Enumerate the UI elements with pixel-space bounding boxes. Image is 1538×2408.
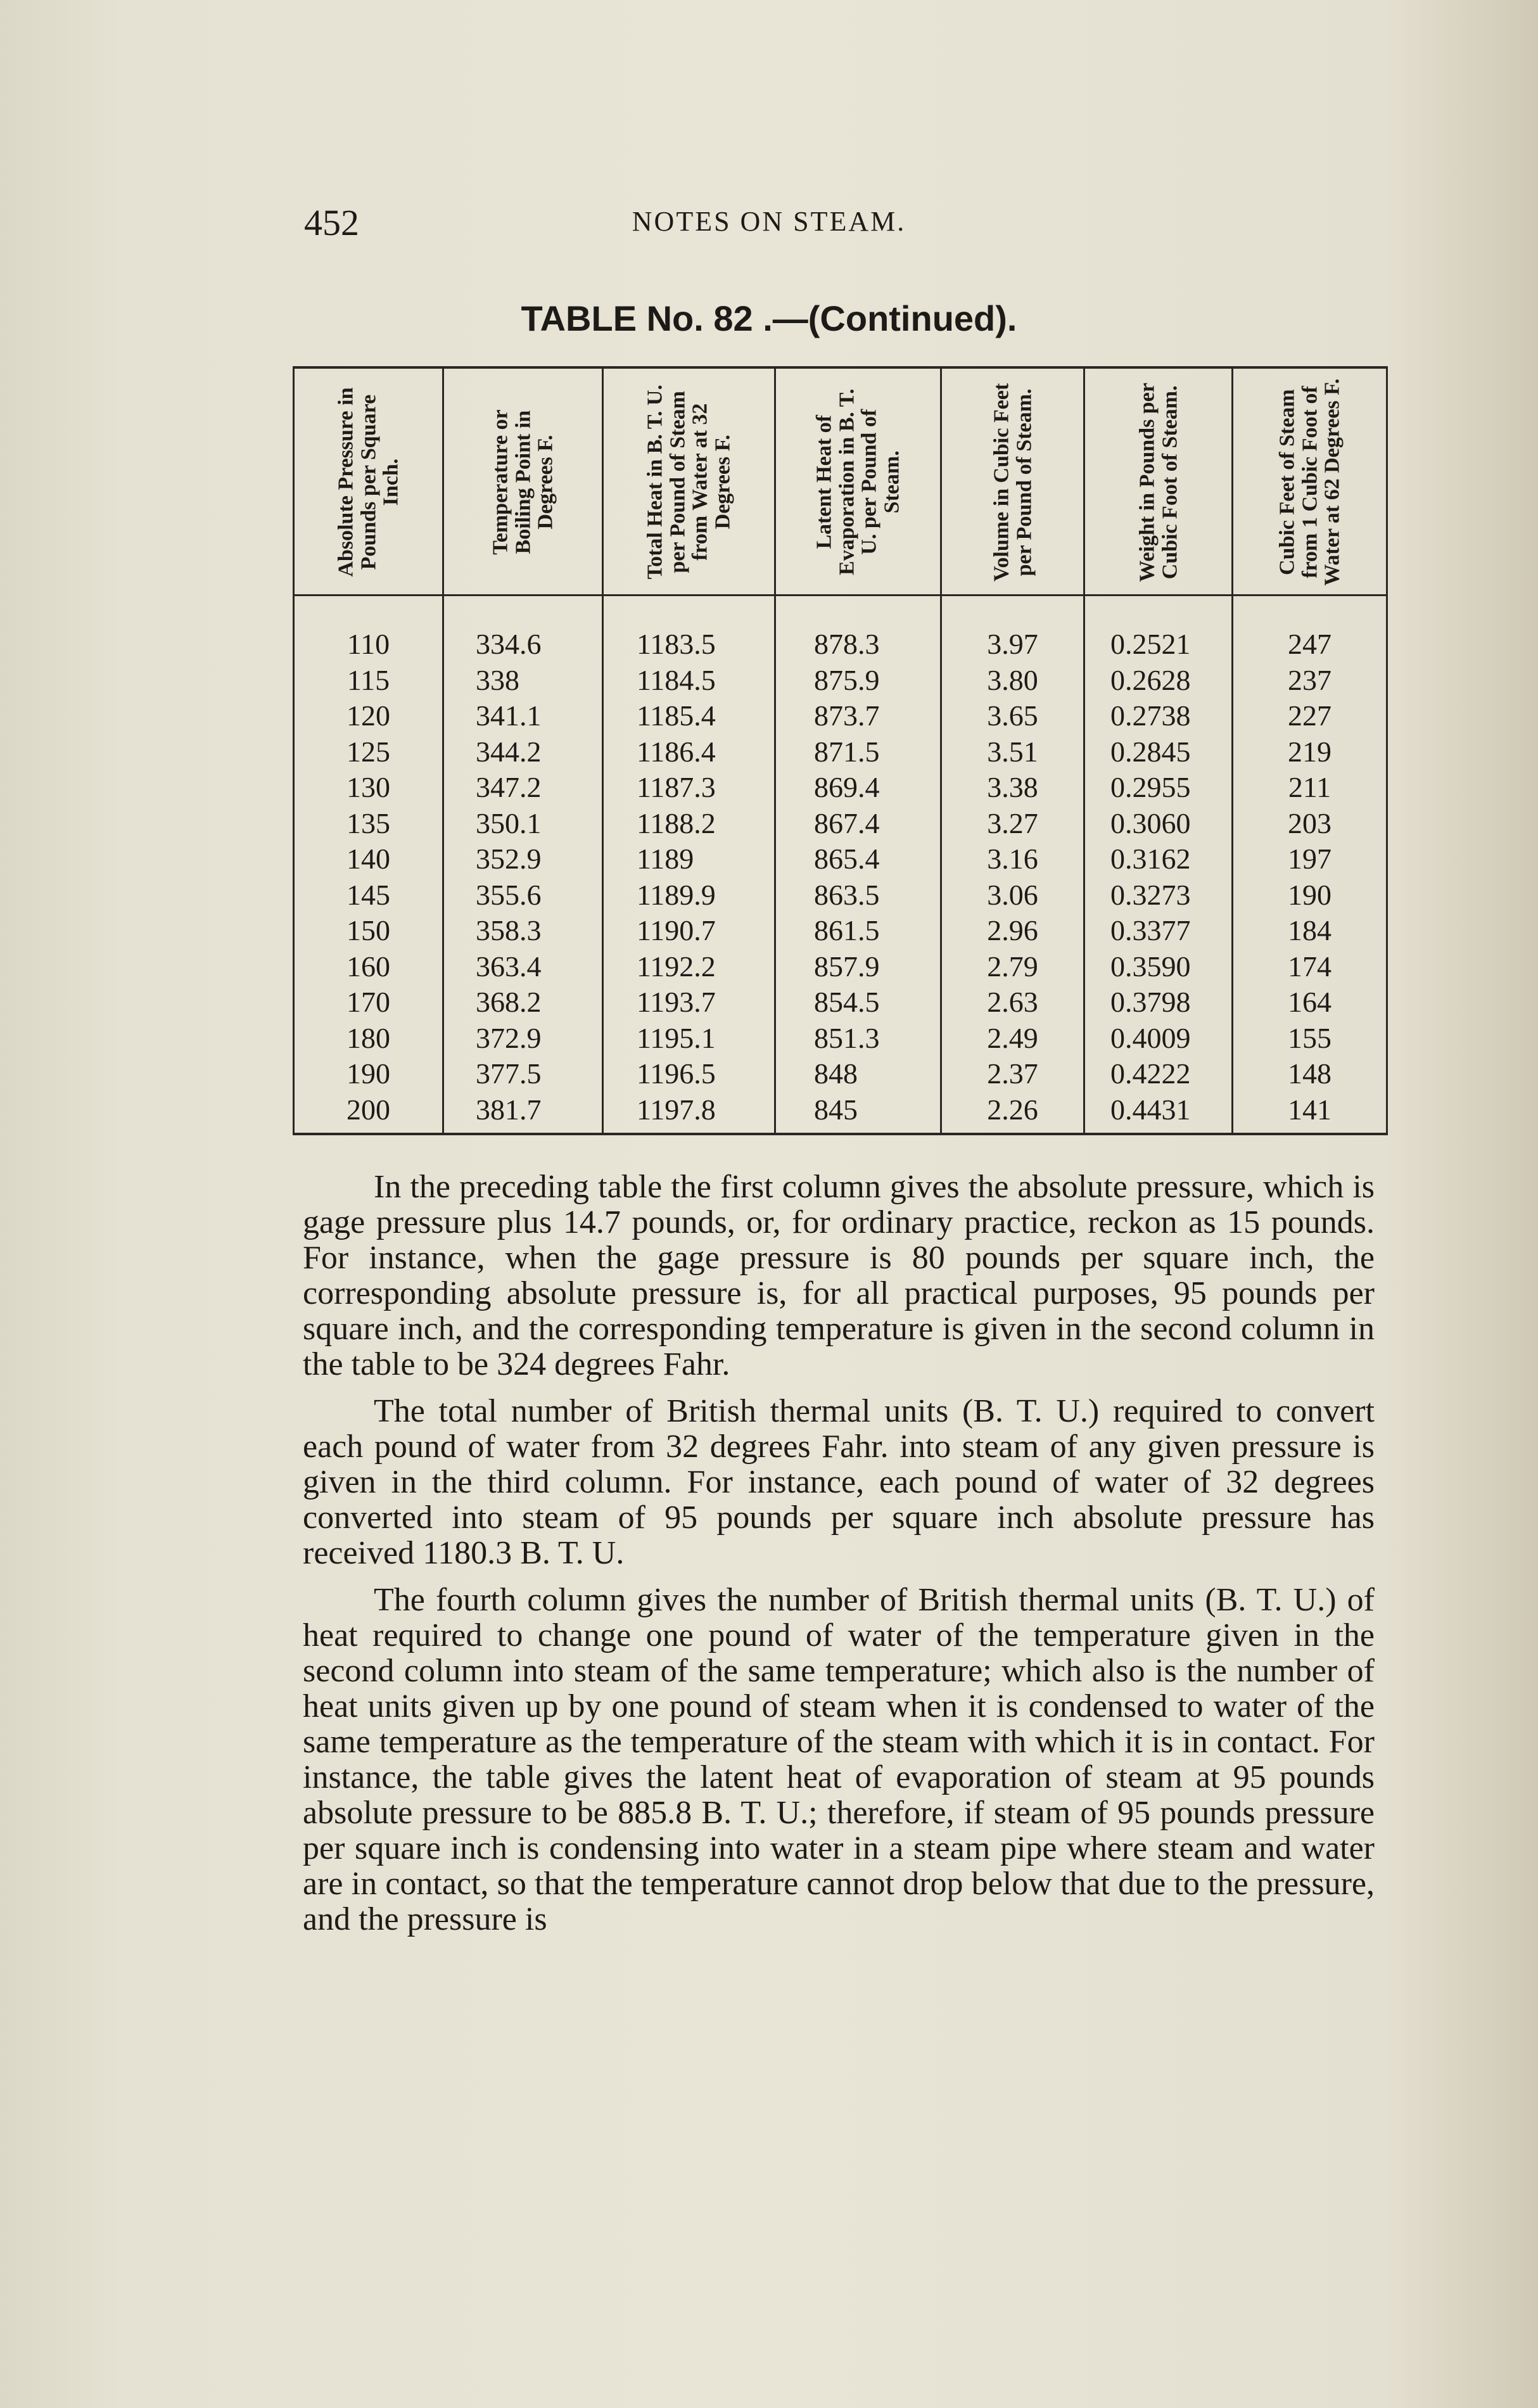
cell-volume: 3.97: [941, 596, 1084, 663]
cell-cubic-feet: 184: [1233, 913, 1387, 949]
cell-latent-heat: 873.7: [775, 698, 941, 734]
cell-temperature: 381.7: [443, 1092, 603, 1135]
cell-latent-heat: 857.9: [775, 949, 941, 985]
cell-temperature: 352.9: [443, 841, 603, 877]
cell-weight: 0.4009: [1084, 1021, 1233, 1057]
cell-latent-heat: 875.9: [775, 663, 941, 699]
cell-absolute-pressure: 115: [294, 663, 443, 699]
paragraph: In the preceding table the first column gives the absolute pressure, which is gage pressure plus 14.7 pounds, or, for ordinary practice, reckon as 15 pounds. For instance, when the gage pressure is 80 pounds per square inch, the corresponding absolute pressure is, for all practical purposes, 95 pounds per square inch, and the corresponding temperature is given in the second column in the table to be 324 degrees Fahr.: [303, 1169, 1375, 1382]
cell-volume: 2.79: [941, 949, 1084, 985]
page-number: 452: [304, 202, 359, 243]
column-header-absolute-pressure: [294, 367, 443, 596]
cell-absolute-pressure: 200: [294, 1092, 443, 1135]
cell-absolute-pressure: 170: [294, 984, 443, 1021]
cell-absolute-pressure: 135: [294, 806, 443, 842]
cell-absolute-pressure: 120: [294, 698, 443, 734]
cell-weight: 0.3798: [1084, 984, 1233, 1021]
cell-volume: 3.06: [941, 877, 1084, 914]
cell-weight: 0.3162: [1084, 841, 1233, 877]
cell-latent-heat: 845: [775, 1092, 941, 1135]
cell-cubic-feet: 247: [1233, 596, 1387, 663]
table-row: [294, 913, 1387, 949]
cell-cubic-feet: 197: [1233, 841, 1387, 877]
cell-total-heat: 1196.5: [603, 1056, 775, 1092]
table-row: [294, 1056, 1387, 1092]
cell-volume: 3.65: [941, 698, 1084, 734]
cell-temperature: 363.4: [443, 949, 603, 985]
table-row: [294, 1021, 1387, 1057]
table-row: [294, 984, 1387, 1021]
table-row: [294, 734, 1387, 770]
cell-temperature: 372.9: [443, 1021, 603, 1057]
cell-weight: 0.4222: [1084, 1056, 1233, 1092]
column-header-volume: [941, 367, 1084, 596]
cell-weight: 0.2628: [1084, 663, 1233, 699]
table-body: [294, 596, 1387, 1135]
cell-volume: 2.49: [941, 1021, 1084, 1057]
cell-volume: 3.16: [941, 841, 1084, 877]
cell-latent-heat: 848: [775, 1056, 941, 1092]
cell-volume: 3.27: [941, 806, 1084, 842]
cell-latent-heat: 851.3: [775, 1021, 941, 1057]
cell-absolute-pressure: 145: [294, 877, 443, 914]
cell-absolute-pressure: 160: [294, 949, 443, 985]
cell-weight: 0.3377: [1084, 913, 1233, 949]
column-header-label: Weight in Pounds per Cubic Foot of Steam.: [1134, 382, 1181, 582]
cell-absolute-pressure: 190: [294, 1056, 443, 1092]
cell-weight: 0.3590: [1084, 949, 1233, 985]
paragraph: The total number of British thermal units (B. T. U.) required to convert each pound of water from 32 degrees Fahr. into steam of any given pressure is given in the third column. For instance, each pound of water of 32 degrees converted into steam of 95 pounds per square inch absolute pressure has received 1180.3 B. T. U.: [303, 1393, 1375, 1571]
cell-latent-heat: 854.5: [775, 984, 941, 1021]
cell-cubic-feet: 203: [1233, 806, 1387, 842]
cell-volume: 3.38: [941, 770, 1084, 806]
cell-latent-heat: 871.5: [775, 734, 941, 770]
cell-total-heat: 1187.3: [603, 770, 775, 806]
column-header-label: Total Heat in B. T. U. per Pound of Steam from Water at 32 Degrees F.: [643, 385, 735, 580]
cell-cubic-feet: 164: [1233, 984, 1387, 1021]
table-row: [294, 770, 1387, 806]
cell-total-heat: 1183.5: [603, 596, 775, 663]
cell-total-heat: 1190.7: [603, 913, 775, 949]
cell-volume: 3.80: [941, 663, 1084, 699]
cell-temperature: 358.3: [443, 913, 603, 949]
table-row: [294, 596, 1387, 663]
running-head: NOTES ON STEAM.: [632, 206, 906, 237]
cell-cubic-feet: 155: [1233, 1021, 1387, 1057]
cell-latent-heat: 865.4: [775, 841, 941, 877]
cell-total-heat: 1192.2: [603, 949, 775, 985]
table-row: [294, 698, 1387, 734]
cell-absolute-pressure: 125: [294, 734, 443, 770]
cell-total-heat: 1189.9: [603, 877, 775, 914]
cell-temperature: 344.2: [443, 734, 603, 770]
cell-latent-heat: 863.5: [775, 877, 941, 914]
cell-temperature: 368.2: [443, 984, 603, 1021]
cell-absolute-pressure: 110: [294, 596, 443, 663]
cell-weight: 0.2738: [1084, 698, 1233, 734]
column-header-latent-heat: [775, 367, 941, 596]
cell-temperature: 350.1: [443, 806, 603, 842]
steam-table: [293, 366, 1388, 1135]
cell-volume: 2.63: [941, 984, 1084, 1021]
cell-cubic-feet: 237: [1233, 663, 1387, 699]
cell-temperature: 355.6: [443, 877, 603, 914]
cell-weight: 0.4431: [1084, 1092, 1233, 1135]
cell-cubic-feet: 219: [1233, 734, 1387, 770]
cell-total-heat: 1185.4: [603, 698, 775, 734]
cell-total-heat: 1189: [603, 841, 775, 877]
cell-weight: 0.2521: [1084, 596, 1233, 663]
table-row: [294, 841, 1387, 877]
table-row: [294, 949, 1387, 985]
cell-volume: 2.37: [941, 1056, 1084, 1092]
column-header-total-heat: [603, 367, 775, 596]
cell-cubic-feet: 174: [1233, 949, 1387, 985]
cell-total-heat: 1188.2: [603, 806, 775, 842]
column-header-cubic-feet: [1233, 367, 1387, 596]
cell-volume: 2.96: [941, 913, 1084, 949]
cell-weight: 0.2955: [1084, 770, 1233, 806]
cell-volume: 2.26: [941, 1092, 1084, 1135]
column-header-label: Volume in Cubic Feet per Pound of Steam.: [989, 383, 1036, 582]
cell-total-heat: 1186.4: [603, 734, 775, 770]
cell-temperature: 341.1: [443, 698, 603, 734]
cell-weight: 0.3060: [1084, 806, 1233, 842]
cell-latent-heat: 867.4: [775, 806, 941, 842]
column-header-label: Latent Heat of Evaporation in B. T. U. per Pound of Steam.: [812, 388, 904, 576]
paragraph: The fourth column gives the number of British thermal units (B. T. U.) of heat required to change one pound of water of the temperature given in the second column into steam of the same temperature; which also is the number of heat units given up by one pound of steam when it is condensed to water of the same temperature as the temperature of the steam with which it is in contact. For instance, the table gives the latent heat of evaporation of steam at 95 pounds absolute pressure to be 885.8 B. T. U.; therefore, if steam of 95 pounds pressure per square inch is condensing into water in a steam pipe where steam and water are in contact, so that the temperature cannot drop below that due to the pressure, and the pressure is: [303, 1582, 1375, 1937]
column-header-label: Absolute Pressure in Pounds per Square Inch.: [333, 387, 403, 577]
body-text: [303, 1169, 1375, 1949]
cell-absolute-pressure: 180: [294, 1021, 443, 1057]
table-row: [294, 663, 1387, 699]
cell-latent-heat: 878.3: [775, 596, 941, 663]
cell-total-heat: 1193.7: [603, 984, 775, 1021]
cell-temperature: 347.2: [443, 770, 603, 806]
cell-latent-heat: 861.5: [775, 913, 941, 949]
cell-weight: 0.3273: [1084, 877, 1233, 914]
cell-temperature: 334.6: [443, 596, 603, 663]
cell-cubic-feet: 227: [1233, 698, 1387, 734]
cell-latent-heat: 869.4: [775, 770, 941, 806]
cell-total-heat: 1195.1: [603, 1021, 775, 1057]
cell-volume: 3.51: [941, 734, 1084, 770]
column-header-temperature: [443, 367, 603, 596]
cell-absolute-pressure: 140: [294, 841, 443, 877]
cell-weight: 0.2845: [1084, 734, 1233, 770]
column-header-label: Cubic Feet of Steam from 1 Cubic Foot of Water at 62 Degrees F.: [1274, 378, 1344, 586]
table-row: [294, 877, 1387, 914]
table-row: [294, 1092, 1387, 1135]
cell-total-heat: 1197.8: [603, 1092, 775, 1135]
cell-cubic-feet: 211: [1233, 770, 1387, 806]
table-header-row: [294, 367, 1387, 596]
cell-temperature: 338: [443, 663, 603, 699]
page-header: [0, 201, 1538, 246]
cell-absolute-pressure: 150: [294, 913, 443, 949]
table-title: TABLE No. 82 .—(Continued).: [521, 298, 1017, 338]
cell-cubic-feet: 190: [1233, 877, 1387, 914]
cell-temperature: 377.5: [443, 1056, 603, 1092]
cell-total-heat: 1184.5: [603, 663, 775, 699]
cell-cubic-feet: 141: [1233, 1092, 1387, 1135]
column-header-label: Temperature or Boiling Point in Degrees F.: [488, 409, 557, 555]
cell-absolute-pressure: 130: [294, 770, 443, 806]
table-row: [294, 806, 1387, 842]
column-header-weight: [1084, 367, 1233, 596]
cell-cubic-feet: 148: [1233, 1056, 1387, 1092]
